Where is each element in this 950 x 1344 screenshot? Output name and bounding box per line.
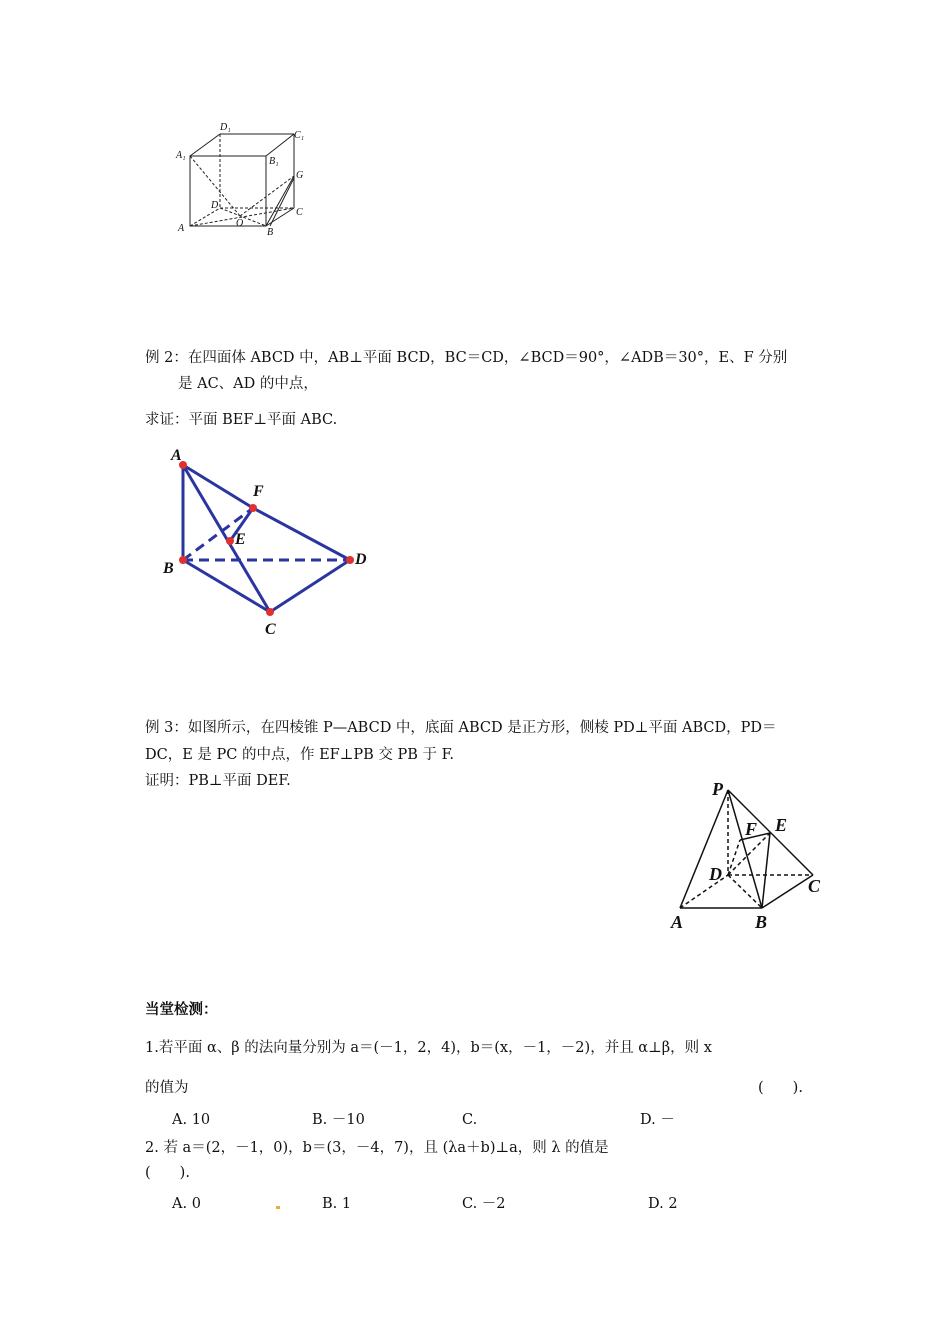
q1-line2: 的值为 <box>145 1080 189 1096</box>
example3-line2: DC，E 是 PC 的中点，作 EF⊥PB 交 PB 于 F. <box>145 747 455 763</box>
example2-line1: 例 2：在四面体 ABCD 中，AB⊥平面 BCD，BC＝CD，∠BCD＝90°，∠ADB＝30°，E、F 分别 <box>145 350 788 366</box>
q1-option-d: D. － <box>640 1112 675 1128</box>
q2-option-b: B. 1 <box>322 1196 352 1212</box>
label-A: A <box>671 912 684 932</box>
label-A: A <box>171 447 182 464</box>
label-A: A <box>178 223 185 234</box>
label-C: C <box>296 207 303 218</box>
label-C: C <box>808 876 821 896</box>
label-D: D <box>355 551 367 568</box>
label-O: O <box>236 218 244 229</box>
label-B: B <box>267 227 274 238</box>
label-E: E <box>775 815 788 835</box>
label-F: F <box>253 483 264 500</box>
example3-line1: 例 3：如图所示，在四棱锥 P—ABCD 中，底面 ABCD 是正方形，侧棱 PD⊥平面 ABCD，PD＝ <box>145 720 777 736</box>
q2-option-a: A. 0 <box>172 1196 201 1212</box>
label-A1: A₁ <box>176 150 186 161</box>
q1-option-b: B. －10 <box>312 1112 365 1128</box>
yellow-mark <box>276 1206 280 1209</box>
tetrahedron-figure <box>155 440 385 640</box>
q1-option-c: C. <box>462 1112 478 1128</box>
label-E: E <box>235 531 246 548</box>
label-B1: B₁ <box>269 156 279 167</box>
label-G: G <box>296 170 304 181</box>
label-C: C <box>265 621 276 638</box>
example2-line2: 是 AC、AD 的中点， <box>178 376 318 392</box>
label-D1: D₁ <box>220 122 231 133</box>
q1-option-a: A. 10 <box>172 1112 211 1128</box>
pyramid-figure <box>665 775 835 935</box>
q1-line1: 1.若平面 α、β 的法向量分别为 a＝(－1，2，4)，b＝(x，－1，－2)，并且 α⊥β，则 x <box>145 1040 712 1056</box>
q2-option-d: D. 2 <box>648 1196 678 1212</box>
label-F: F <box>745 819 758 839</box>
example3-line3: 证明：PB⊥平面 DEF. <box>145 773 291 789</box>
label-B: B <box>163 560 174 577</box>
label-D: D <box>709 864 722 884</box>
label-D: D <box>211 200 219 211</box>
label-B: B <box>755 912 768 932</box>
q2-line2: ( ). <box>145 1165 190 1181</box>
label-C1: C₁ <box>294 130 305 141</box>
q1-answer-paren: ( ). <box>758 1080 803 1096</box>
label-P: P <box>712 779 723 799</box>
example2-line3: 求证：平面 BEF⊥平面 ABC. <box>145 412 338 428</box>
check-heading: 当堂检测： <box>145 1002 218 1018</box>
q2-option-c: C. －2 <box>462 1196 506 1212</box>
cube-figure <box>170 118 320 243</box>
q2-line1: 2. 若 a＝(2，－1，0)，b＝(3，－4，7)，且 (λa＋b)⊥a，则 λ 的值是 <box>145 1140 609 1156</box>
